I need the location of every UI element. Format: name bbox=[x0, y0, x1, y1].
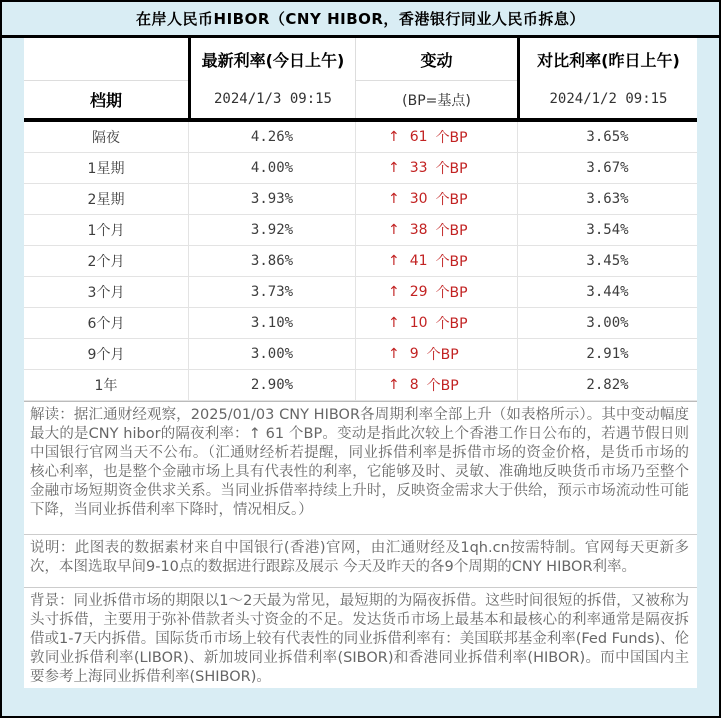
table-row bbox=[24, 308, 697, 339]
table-row bbox=[24, 153, 697, 184]
period-cell: 3个月 bbox=[24, 277, 188, 308]
change-cell bbox=[355, 122, 517, 153]
change-cell bbox=[355, 246, 517, 277]
change-bp-value: 10 bbox=[409, 315, 428, 331]
bp-unit: 个BP bbox=[426, 347, 459, 363]
bp-unit: 个BP bbox=[435, 161, 468, 177]
bp-unit: 个BP bbox=[435, 316, 468, 332]
latest-rate-cell: 3.93% bbox=[188, 184, 355, 215]
change-bp-value: 61 bbox=[409, 129, 428, 145]
change-cell bbox=[355, 277, 517, 308]
header-change-label: 变动 bbox=[355, 38, 517, 80]
description-note: 说明：此图表的数据素材来自中国银行(香港)官网，由汇通财经及1qh.cn按需特制。官网每天更新多次，本图选取早间9-10点的数据进行跟踪及展示 今天及昨天的各9个周期的CNY HIBOR利率。 bbox=[24, 535, 697, 588]
table-header bbox=[24, 38, 697, 122]
period-cell: 隔夜 bbox=[24, 122, 188, 153]
previous-rate-cell: 2.91% bbox=[517, 339, 697, 370]
table-row bbox=[24, 277, 697, 308]
latest-rate-cell: 4.26% bbox=[188, 122, 355, 153]
bp-unit: 个BP bbox=[435, 192, 468, 208]
period-cell: 1个月 bbox=[24, 215, 188, 246]
up-arrow-icon: ↑ bbox=[388, 129, 400, 145]
previous-rate-cell: 2.82% bbox=[517, 370, 697, 401]
up-arrow-icon: ↑ bbox=[388, 253, 400, 269]
latest-rate-cell: 4.00% bbox=[188, 153, 355, 184]
background-note: 背景：同业拆借市场的期限以1～2天最为常见，最短期的为隔夜拆借。这些时间很短的拆借，又被称为头寸拆借，主要用于弥补借款者头寸资金的不足。发达货币市场上最基本和最核心的利率通常是隔夜拆借或1-7天内拆借。国际货币市场上较有代表性的同业拆借利率有：美国联邦基金利率(Fed Funds)、伦敦同业拆借利率(LIBOR)、新加坡同业拆借利率(SIBOR)和香港同业拆借利率(HIBOR)。而中国国内主要参考上海同业拆借利率(SHIBOR)。 bbox=[24, 588, 697, 688]
change-bp-value: 33 bbox=[409, 160, 428, 176]
table-row bbox=[24, 122, 697, 153]
previous-rate-cell: 3.67% bbox=[517, 153, 697, 184]
latest-rate-cell: 3.86% bbox=[188, 246, 355, 277]
up-arrow-icon: ↑ bbox=[388, 377, 400, 393]
bp-unit: 个BP bbox=[435, 254, 468, 270]
header-empty-cell bbox=[24, 38, 188, 80]
table-row bbox=[24, 184, 697, 215]
header-period-label: 档期 bbox=[24, 80, 188, 118]
previous-rate-cell: 3.65% bbox=[517, 122, 697, 153]
header-latest-timestamp: 2024/1/3 09:15 bbox=[188, 80, 355, 118]
previous-rate-cell: 3.63% bbox=[517, 184, 697, 215]
header-previous-timestamp: 2024/1/2 09:15 bbox=[517, 80, 697, 118]
rates-table bbox=[24, 38, 697, 688]
change-cell bbox=[355, 308, 517, 339]
previous-rate-cell: 3.44% bbox=[517, 277, 697, 308]
latest-rate-cell: 3.00% bbox=[188, 339, 355, 370]
change-cell bbox=[355, 153, 517, 184]
period-cell: 9个月 bbox=[24, 339, 188, 370]
bp-unit: 个BP bbox=[435, 223, 468, 239]
latest-rate-cell: 2.90% bbox=[188, 370, 355, 401]
previous-rate-cell: 3.54% bbox=[517, 215, 697, 246]
change-cell bbox=[355, 370, 517, 401]
page-title: 在岸人民币HIBOR（CNY HIBOR，香港银行同业人民币拆息） bbox=[2, 2, 719, 38]
period-cell: 2个月 bbox=[24, 246, 188, 277]
latest-rate-cell: 3.92% bbox=[188, 215, 355, 246]
period-cell: 1年 bbox=[24, 370, 188, 401]
up-arrow-icon: ↑ bbox=[388, 346, 400, 362]
header-latest-label: 最新利率(今日上午) bbox=[188, 38, 355, 80]
table-row bbox=[24, 370, 697, 401]
change-bp-value: 9 bbox=[409, 346, 419, 362]
up-arrow-icon: ↑ bbox=[388, 160, 400, 176]
change-cell bbox=[355, 184, 517, 215]
latest-rate-cell: 3.10% bbox=[188, 308, 355, 339]
up-arrow-icon: ↑ bbox=[388, 191, 400, 207]
bp-unit: 个BP bbox=[426, 378, 459, 394]
interpretation-note: 解读：据汇通财经观察，2025/01/03 CNY HIBOR各周期利率全部上升（如表格所示）。其中变动幅度最大的是CNY hibor的隔夜利率：↑ 61 个BP。变动是指此次较上个香港工作日公布的，若遇节假日则中国银行官网当天不公布。（汇通财经析若提醒，同业拆借利率是拆借市场的资金价格，是货币市场的核心利率，也是整个金融市场上具有代表性的利率，它能够及时、灵敏、准确地反映货币市场乃至整个金融市场短期资金供求关系。当同业拆借率持续上升时，反映资金需求大于供给，预示市场流动性可能下降，当同业拆借利率下降时，情况相反。） bbox=[24, 402, 697, 535]
change-bp-value: 41 bbox=[409, 253, 428, 269]
previous-rate-cell: 3.00% bbox=[517, 308, 697, 339]
change-cell bbox=[355, 339, 517, 370]
table-body bbox=[24, 122, 697, 402]
period-cell: 2星期 bbox=[24, 184, 188, 215]
change-bp-value: 38 bbox=[409, 222, 428, 238]
period-cell: 6个月 bbox=[24, 308, 188, 339]
header-change-unit: (BP=基点) bbox=[355, 80, 517, 118]
up-arrow-icon: ↑ bbox=[388, 222, 400, 238]
change-bp-value: 8 bbox=[409, 377, 419, 393]
bp-unit: 个BP bbox=[435, 130, 468, 146]
change-cell bbox=[355, 215, 517, 246]
table-row bbox=[24, 246, 697, 277]
up-arrow-icon: ↑ bbox=[388, 315, 400, 331]
up-arrow-icon: ↑ bbox=[388, 284, 400, 300]
previous-rate-cell: 3.45% bbox=[517, 246, 697, 277]
latest-rate-cell: 3.73% bbox=[188, 277, 355, 308]
bp-unit: 个BP bbox=[435, 285, 468, 301]
table-row bbox=[24, 339, 697, 370]
table-row bbox=[24, 215, 697, 246]
period-cell: 1星期 bbox=[24, 153, 188, 184]
change-bp-value: 29 bbox=[409, 284, 428, 300]
header-previous-label: 对比利率(昨日上午) bbox=[517, 38, 697, 80]
change-bp-value: 30 bbox=[409, 191, 428, 207]
